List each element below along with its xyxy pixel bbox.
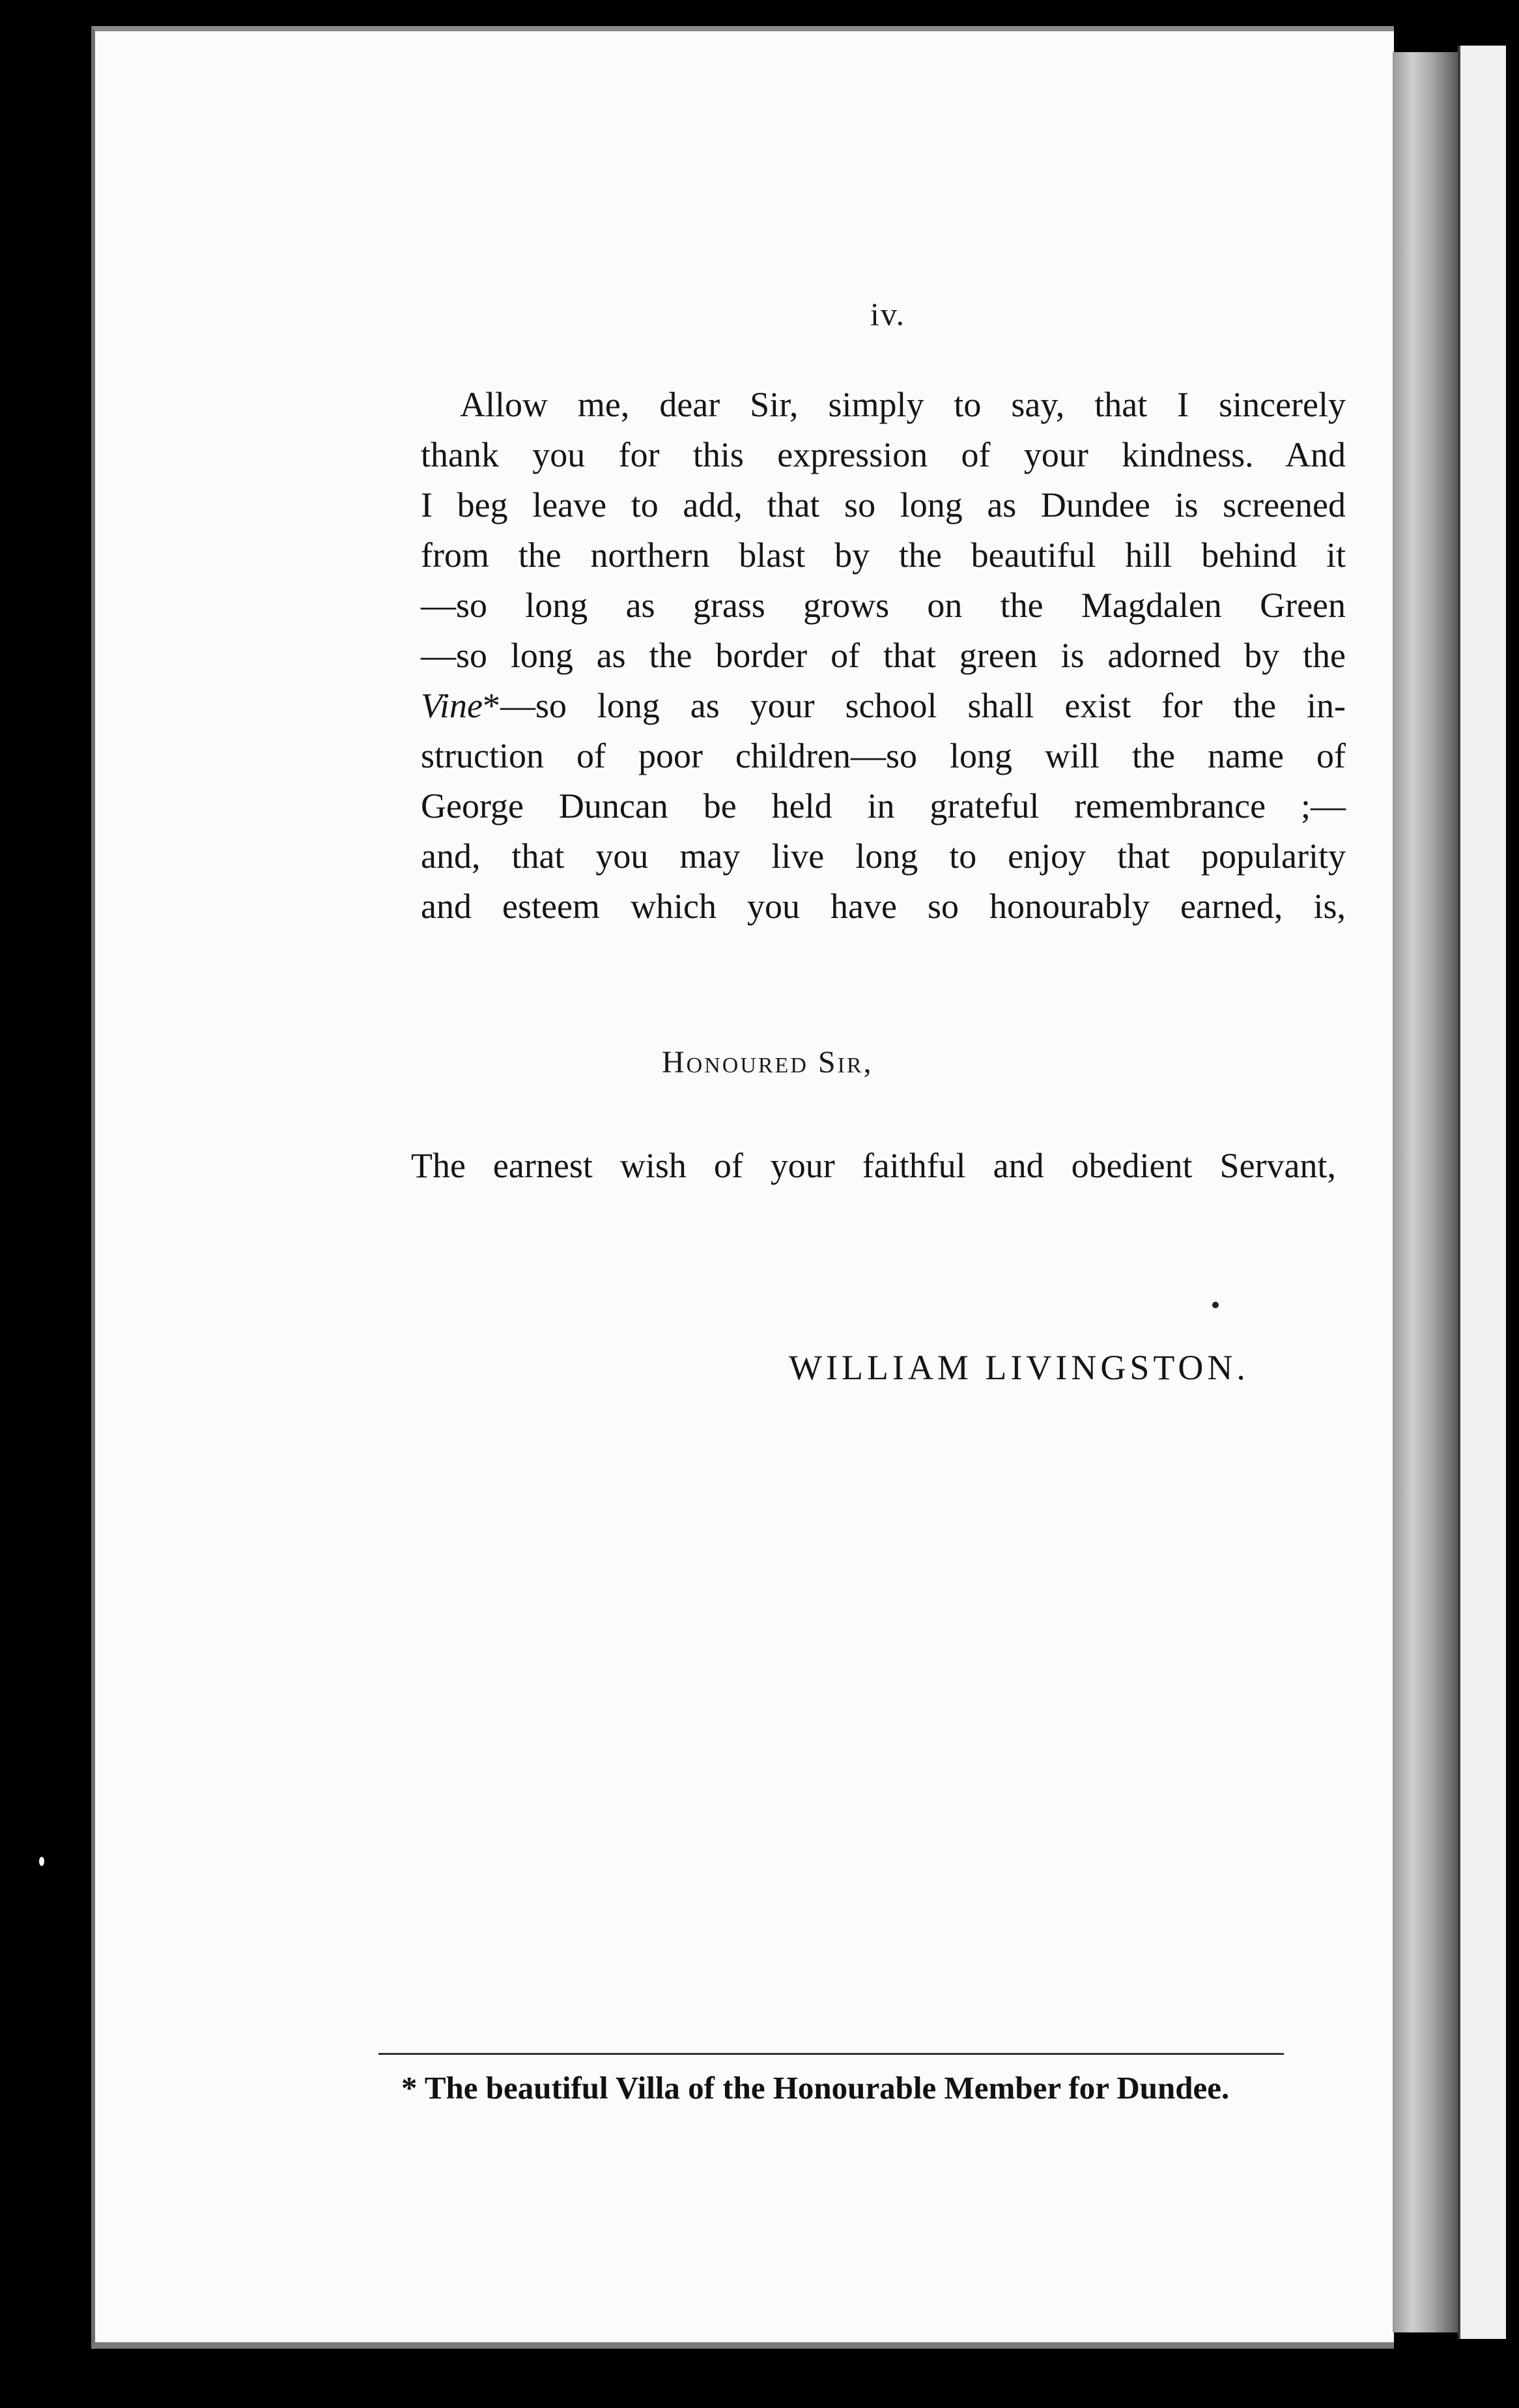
body-line: and, that you may live long to enjoy that popularity: [421, 837, 1346, 876]
book-page: [91, 26, 1394, 2349]
letter-body: [421, 380, 1346, 932]
adjacent-page-sliver: [1458, 46, 1506, 2339]
salutation: Honoured Sir,: [662, 1045, 873, 1080]
footnote: * The beautiful Villa of the Honourable Member for Dundee.: [401, 2070, 1230, 2106]
body-line: —so long as the border of that green is adorned by the: [421, 636, 1346, 675]
closing-line: The earnest wish of your faithful and obedient Servant,: [411, 1146, 1336, 1185]
body-line: struction of poor children—so long will the name of: [421, 736, 1346, 775]
page-edge-shadow: [1393, 52, 1458, 2332]
vine-italic: Vine: [421, 686, 483, 725]
body-line: George Duncan be held in grateful remembrance ;—: [421, 786, 1346, 825]
ink-speck: [1212, 1302, 1219, 1308]
body-line: Vine*—so long as your school shall exist for the in-: [421, 686, 1346, 725]
body-line: Allow me, dear Sir, simply to say, that I sincerely: [460, 385, 1346, 424]
body-line: and esteem which you have so honourably earned, is,: [421, 887, 1346, 926]
signature: WILLIAM LIVINGSTON.: [789, 1348, 1249, 1387]
footnote-divider: [378, 2053, 1284, 2055]
body-line: thank you for this expression of your kindness. And: [421, 435, 1346, 474]
body-line: from the northern blast by the beautiful hill behind it: [421, 536, 1346, 575]
body-line: I beg leave to add, that so long as Dundee is screened: [421, 485, 1346, 524]
scan-speck: [39, 1857, 44, 1866]
page-number: iv.: [870, 296, 906, 332]
body-line: —so long as grass grows on the Magdalen Green: [421, 586, 1346, 625]
